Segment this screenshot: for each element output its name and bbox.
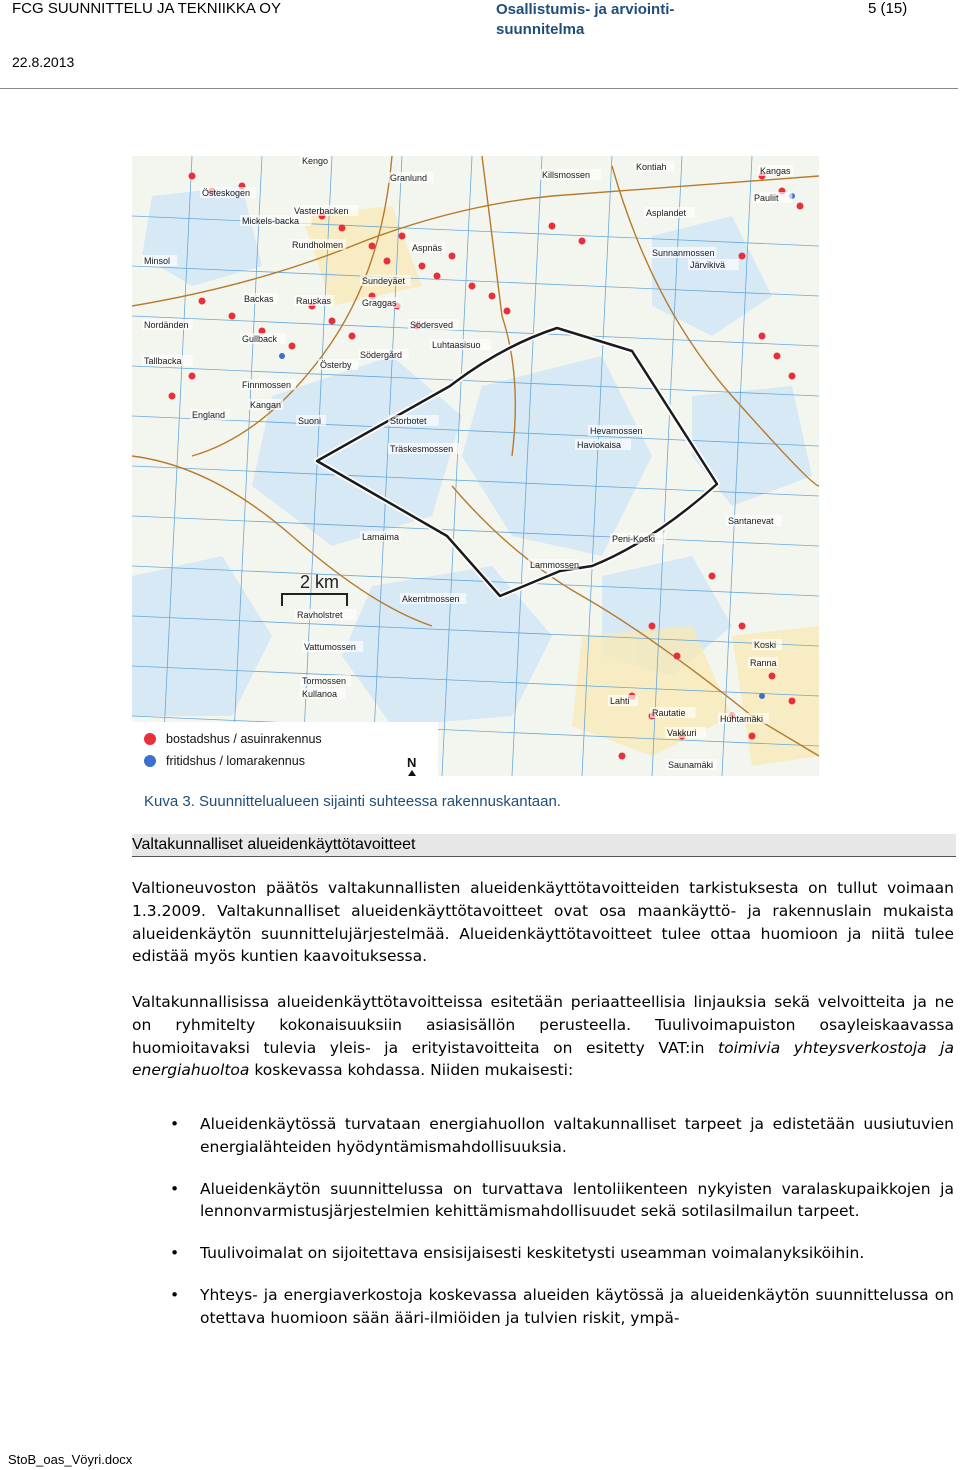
header-document-title: Osallistumis- ja arviointi-suunnitelma [496,1,675,38]
map-place-label: Backas [244,294,274,304]
bullet-item [132,1178,954,1224]
bullet-marker: • [170,1115,180,1133]
map-place-label: Österby [320,360,352,370]
map-place-label: Haviokaisa [577,440,622,450]
map-place-label: Aspnäs [412,243,443,253]
bullet-text: Alueidenkäytössä turvataan energiahuollon valtakunnalliset tarpeet ja edistetään uusiutuvien energialähteiden hyödyntämismahdollisuuksia. [200,1115,954,1156]
map-place-label: Killsmossen [542,170,591,180]
map-place-label: Östeskogen [202,188,251,198]
map-place-label: Peni-Koski [612,534,656,544]
map-place-label: Gullback [242,334,278,344]
bullet-item [132,1113,954,1159]
map-place-label: Storbotet [390,416,427,426]
map-place-label: Tallbacka [144,356,182,366]
map-place-label: Sundeyäet [362,276,406,286]
figure-caption: Kuva 3. Suunnittelualueen sijainti suhteessa rakennuskantaan. [144,793,561,810]
map-place-label: Kengo [302,156,329,166]
bullet-text: Tuulivoimalat on sijoitettava ensisijaisesti keskitetysti useamman voimalanyksiköihin. [200,1244,865,1263]
scale-bar-label: 2 km [300,572,340,592]
map-place-label: Kontiah [636,162,667,172]
map-place-label: Pauliit [754,193,779,203]
legend-bostadshus-swatch [144,733,156,745]
map-place-label: Vasterbacken [294,206,349,216]
map-place-label: Rundholmen [292,240,344,250]
paragraph-vat-goals [132,991,954,1082]
map-place-label: Santanevat [728,516,774,526]
map-place-label: Graggas [362,298,397,308]
map-place-label: Södergård [360,350,403,360]
map-place-label: Sunnanmossen [652,248,715,258]
map-place-label: Rautatie [652,708,686,718]
map-place-label: Kullanoa [302,689,338,699]
map-place-label: Träskesmossen [390,444,454,454]
header-date: 22.8.2013 [12,54,75,70]
legend-bostadshus-label: bostadshus / asuinrakennus [166,732,322,746]
legend-fritidshus-swatch [144,755,156,767]
goal-bullet-list [132,1113,954,1349]
map-place-label: Huhtamäki [720,714,764,724]
map-place-label: Koski [754,640,777,650]
map-place-label: Lahti [610,696,630,706]
map-place-label: Lammossen [530,560,580,570]
paragraph-vat-goals-italic: toimivia yhteysverkostoja ja energiahuoltoa [132,1038,954,1080]
paragraph-vat-goals-text: Valtakunnallisissa alueidenkäyttötavoitteissa esitetään periaatteellisia linjauksia sekä velvoitteita ja ne on ryhmitelty kokonaisuuksiin asiasisällön perusteella. Tuulivoimapuiston osayleiskaavassa huomioitavaksi tulevia yleis- ja erityistavoitteita on esitetty VAT:in [132,993,954,1057]
map-place-label: England [192,410,226,420]
map-place-label: Kangas [760,166,791,176]
paragraph-vat-decision: Valtioneuvoston päätös valtakunnallisten alueidenkäyttötavoitteiden tarkistuksesta on tullut voimaan 1.3.2009. Valtakunnalliset alueidenkäyttötavoitteet ovat osa maankäyttö- ja rakennuslain mukaista alueidenkäytön suunnittelujärjestelmää. Alueidenkäyttötavoitteet tulee ottaa huomioon ja niitä tulee edistää myös kuntien kaavoituksessa. [132,879,954,966]
map-place-label: Minsol [144,256,171,266]
map-place-label: Lamaima [362,532,400,542]
map-place-label: Ranna [750,658,777,668]
footer-filename: StoB_oas_Vöyri.docx [8,1452,133,1467]
map-place-label: Saunamäki [668,760,714,770]
map-place-label: Finnmossen [242,380,292,390]
legend-fritidshus-label: fritidshus / lomarakennus [166,754,305,768]
map-place-label: Luhtaasisuo [432,340,481,350]
header-company: FCG SUUNNITTELU JA TEKNIIKKA OY [12,0,281,17]
map-place-label: Akerntmossen [402,594,460,604]
section-heading: Valtakunnalliset alueidenkäyttötavoitteet [132,834,956,857]
map-place-label: Vakkuri [667,728,697,738]
location-map [132,156,819,776]
header-page-number: 5 (15) [868,0,908,17]
bullet-marker: • [170,1179,180,1198]
header-divider [0,88,958,89]
map-place-label: Nordänden [144,320,189,330]
map-place-label: Ravholstret [297,610,343,620]
map-place-label: Granlund [390,173,428,183]
bullet-item [132,1242,954,1265]
map-place-label: Kangan [250,400,282,410]
bullet-item [132,1284,954,1330]
bullet-text: Alueidenkäytön suunnittelussa on turvattava lentoliikenteen nykyisten varalaskupaikkojen ja lennonvarmistusjärjestelmien kehittämismahdollisuudet sekä sotilasilmailun tarpeet. [200,1179,954,1221]
map-place-label: Asplandet [646,208,687,218]
paragraph-vat-goals-end: koskevassa kohdassa. Niiden mukaisesti: [249,1061,574,1080]
map-legend [132,722,438,776]
bullet-marker: • [170,1285,180,1304]
map-place-label: Mickels-backa [242,216,300,226]
map-place-label: Hevamossen [590,426,643,436]
map-place-label: Tormossen [302,676,347,686]
north-arrow-label: N [407,755,417,770]
bullet-marker: • [170,1244,180,1263]
map-place-label: Rauskas [296,296,332,306]
bullet-text: Yhteys- ja energiaverkostoja koskevassa alueiden käytössä ja alueidenkäytön suunnittelussa on otettava huomioon sään ääri-ilmiöiden ja tulvien riskit, ympä- [200,1285,954,1327]
map-place-label: Södersved [410,320,454,330]
map-place-label: Suoni [298,416,322,426]
map-place-label: Vattumossen [304,642,356,652]
map-place-label: Järvikivä [690,260,726,270]
